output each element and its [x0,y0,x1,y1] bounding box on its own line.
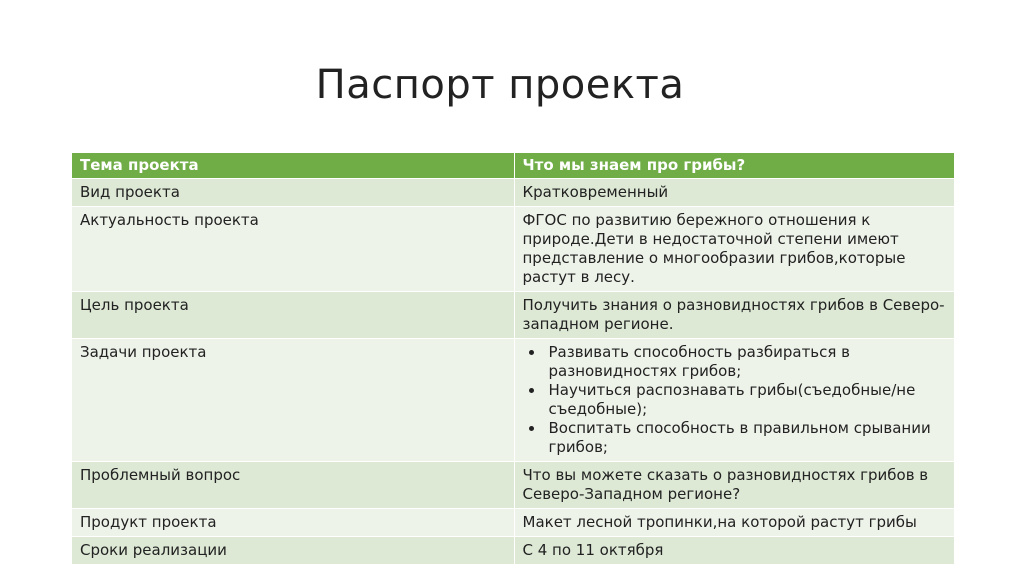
table-row [72,179,954,207]
row-value: Кратковременный [514,179,954,207]
row-value: ФГОС по развитию бережного отношения к природе.Дети в недостаточной степени имеют представление о многообразии грибов,которые растут в лесу. [514,207,954,292]
tasks-list [523,343,947,457]
row-label: Продукт проекта [72,509,514,537]
row-value: Получить знания о разновидностях грибов в Северо-западном регионе. [514,292,954,339]
row-value: Что вы можете сказать о разновидностях грибов в Северо-Западном регионе? [514,462,954,509]
table-row [72,339,954,462]
table-row [72,207,954,292]
row-label: Сроки реализации [72,537,514,565]
list-item: • Научиться распознавать грибы(съедобные/не съедобные); [545,381,947,419]
list-item: • Развивать способность разбираться в разновидностях грибов; [545,343,947,381]
table-header-row [72,153,954,179]
table-row [72,462,954,509]
row-label: Вид проекта [72,179,514,207]
passport-table [72,153,954,565]
table-row [72,292,954,339]
row-label: Проблемный вопрос [72,462,514,509]
list-item: • Воспитать способность в правильном срывании грибов; [545,419,947,457]
row-value [514,339,954,462]
row-label: Задачи проекта [72,339,514,462]
slide-title: Паспорт проекта [315,62,685,108]
table-row [72,509,954,537]
row-value: С 4 по 11 октября [514,537,954,565]
row-label: Цель проекта [72,292,514,339]
row-label: Актуальность проекта [72,207,514,292]
table-row [72,537,954,565]
row-value: Макет лесной тропинки,на которой растут грибы [514,509,954,537]
header-label: Тема проекта [72,153,514,179]
header-value: Что мы знаем про грибы? [514,153,954,179]
